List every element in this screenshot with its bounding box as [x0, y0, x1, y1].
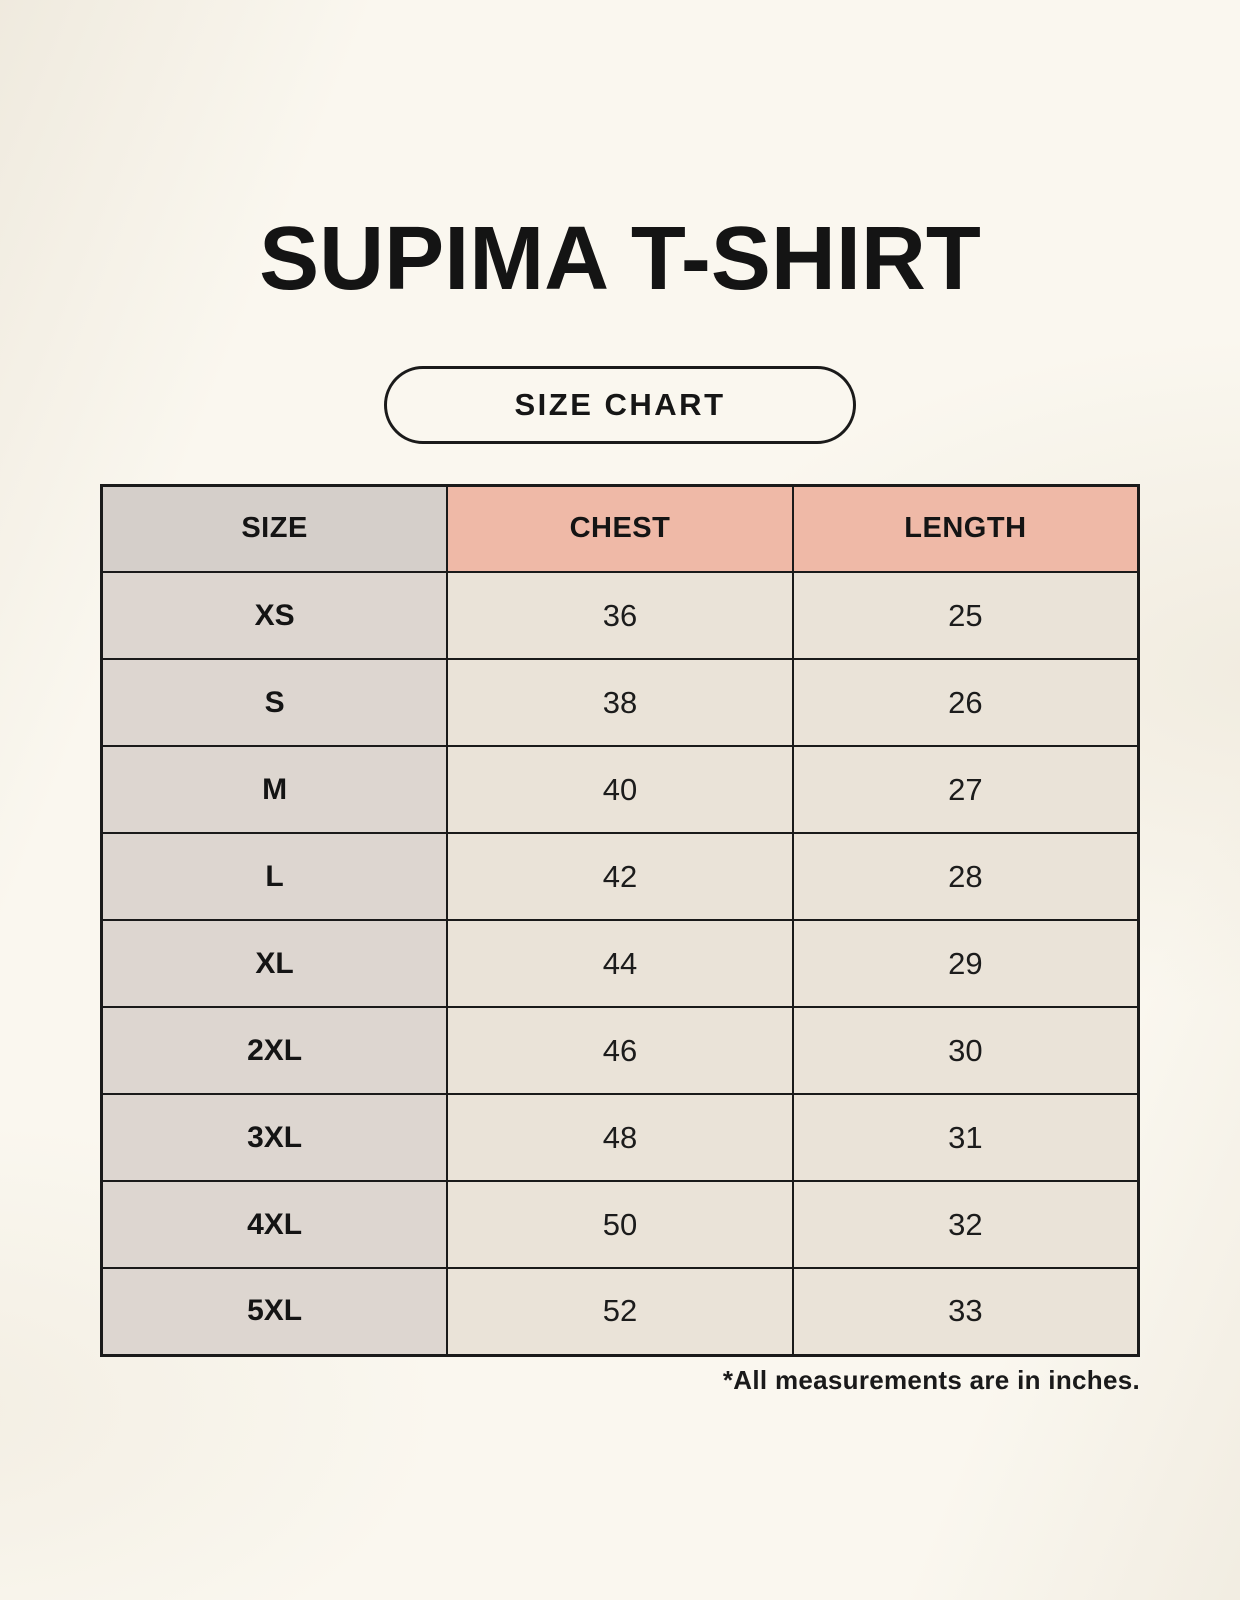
- table-row: [102, 920, 1139, 1007]
- table-row: [102, 572, 1139, 659]
- table-row: [102, 659, 1139, 746]
- length-cell: 33: [793, 1268, 1139, 1355]
- column-header-length: LENGTH: [793, 485, 1139, 572]
- size-chart-badge-label: SIZE CHART: [514, 386, 726, 422]
- column-header-size: SIZE: [102, 485, 448, 572]
- page-title: SUPIMA T-SHIRT: [259, 209, 981, 309]
- length-cell: 31: [793, 1094, 1139, 1181]
- length-cell: 27: [793, 746, 1139, 833]
- size-cell: M: [102, 746, 448, 833]
- table-row: [102, 833, 1139, 920]
- size-cell: 2XL: [102, 1007, 448, 1094]
- measurements-footnote: *All measurements are in inches.: [722, 1364, 1140, 1395]
- size-cell: S: [102, 659, 448, 746]
- size-cell: XS: [102, 572, 448, 659]
- length-cell: 25: [793, 572, 1139, 659]
- size-table-body: [102, 572, 1139, 1355]
- size-cell: 3XL: [102, 1094, 448, 1181]
- chest-cell: 36: [447, 572, 793, 659]
- size-table-header: [102, 485, 1139, 572]
- column-header-chest: CHEST: [447, 485, 793, 572]
- chest-cell: 44: [447, 920, 793, 1007]
- chest-cell: 48: [447, 1094, 793, 1181]
- chest-cell: 50: [447, 1181, 793, 1268]
- length-cell: 32: [793, 1181, 1139, 1268]
- table-row: [102, 1007, 1139, 1094]
- chest-cell: 38: [447, 659, 793, 746]
- chest-cell: 42: [447, 833, 793, 920]
- size-cell: L: [102, 833, 448, 920]
- size-chart-badge: [384, 366, 856, 444]
- size-cell: XL: [102, 920, 448, 1007]
- header-row: [102, 485, 1139, 572]
- size-table: [100, 484, 1140, 1357]
- length-cell: 30: [793, 1007, 1139, 1094]
- table-row: [102, 1094, 1139, 1181]
- table-row: [102, 746, 1139, 833]
- chest-cell: 46: [447, 1007, 793, 1094]
- size-cell: 4XL: [102, 1181, 448, 1268]
- size-cell: 5XL: [102, 1268, 448, 1355]
- length-cell: 29: [793, 920, 1139, 1007]
- length-cell: 28: [793, 833, 1139, 920]
- length-cell: 26: [793, 659, 1139, 746]
- chest-cell: 52: [447, 1268, 793, 1355]
- table-row: [102, 1268, 1139, 1355]
- table-row: [102, 1181, 1139, 1268]
- chest-cell: 40: [447, 746, 793, 833]
